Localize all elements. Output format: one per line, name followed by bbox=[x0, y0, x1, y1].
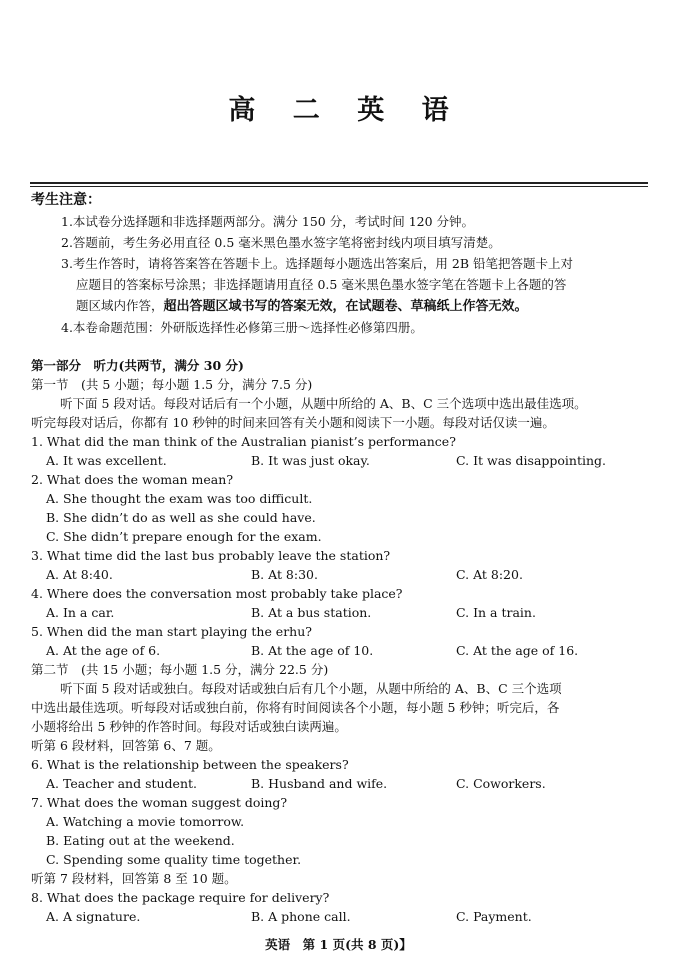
question: 7. What does the woman suggest doing? bbox=[31, 795, 288, 810]
option-b: B. It was just okay. bbox=[251, 453, 370, 468]
option-c: C. Payment. bbox=[456, 909, 532, 924]
question: 6. What is the relationship between the speakers? bbox=[31, 757, 349, 772]
option-a: A. A signature. bbox=[46, 909, 141, 924]
title-divider-thin bbox=[30, 186, 648, 187]
part-heading: 第一部分 听力(共两节，满分 30 分) bbox=[31, 358, 244, 373]
note-item-cont: 应题目的答案标号涂黑；非选择题请用直径 0.5 毫米黑色墨水签字笔在答题卡上各题的答 bbox=[76, 277, 567, 292]
instruction: 中选出最佳选项。听每段对话或独白前，你将有时间阅读各个小题，每小题 5 秒钟；听完后，各 bbox=[31, 700, 560, 715]
option-c: C. At the age of 16. bbox=[456, 643, 579, 658]
option-b: B. She didn’t do as well as she could have. bbox=[46, 510, 316, 525]
note-item: 3.考生作答时，请将答案答在答题卡上。选择题每小题选出答案后，用 2B 铅笔把答题卡上对 bbox=[61, 256, 574, 271]
option-a: A. At the age of 6. bbox=[46, 643, 161, 658]
material-note: 听第 6 段材料，回答第 6、7 题。 bbox=[31, 738, 221, 753]
options-row bbox=[31, 603, 653, 622]
option-a: A. In a car. bbox=[46, 605, 115, 620]
question: 3. What time did the last bus probably leave the station? bbox=[31, 548, 391, 563]
options-row bbox=[31, 641, 653, 660]
instruction: 听完每段对话后，你都有 10 秒钟的时间来回答有关小题和阅读下一小题。每段对话仅读一遍。 bbox=[31, 415, 555, 430]
question: 8. What does the package require for delivery? bbox=[31, 890, 330, 905]
page-footer: 英语 第 1 页(共 8 页)】 bbox=[265, 937, 412, 952]
title-divider bbox=[30, 182, 648, 184]
note-emphasis: 超出答题区域书写的答案无效，在试题卷、草稿纸上作答无效。 bbox=[163, 299, 528, 314]
option-c: C. Spending some quality time together. bbox=[46, 852, 302, 867]
section-heading: 第一节 (共 5 小题；每小题 1.5 分，满分 7.5 分) bbox=[31, 377, 313, 392]
material-note: 听第 7 段材料，回答第 8 至 10 题。 bbox=[31, 871, 237, 886]
options-row bbox=[31, 451, 653, 470]
note-item-cont-text: 题区域内作答， bbox=[76, 298, 164, 313]
question: 4. Where does the conversation most probably take place? bbox=[31, 586, 403, 601]
question: 1. What did the man think of the Australian pianist’s performance? bbox=[31, 434, 456, 449]
option-b: B. At the age of 10. bbox=[251, 643, 374, 658]
question: 5. When did the man start playing the erhu? bbox=[31, 624, 312, 639]
section-heading: 第二节 (共 15 小题；每小题 1.5 分，满分 22.5 分) bbox=[31, 662, 329, 677]
option-b: B. At 8:30. bbox=[251, 567, 318, 582]
page-title: 高 二 英 语 bbox=[228, 95, 463, 126]
option-a: A. Watching a movie tomorrow. bbox=[46, 814, 245, 829]
option-a: A. Teacher and student. bbox=[46, 776, 198, 791]
options-row bbox=[31, 565, 653, 584]
options-row bbox=[31, 774, 653, 793]
option-c: C. At 8:20. bbox=[456, 567, 523, 582]
note-item: 4.本卷命题范围：外研版选择性必修第三册～选择性必修第四册。 bbox=[61, 320, 423, 335]
option-b: B. A phone call. bbox=[251, 909, 351, 924]
question: 2. What does the woman mean? bbox=[31, 472, 234, 487]
option-c: C. In a train. bbox=[456, 605, 536, 620]
option-a: A. At 8:40. bbox=[46, 567, 113, 582]
instruction: 小题将给出 5 秒钟的作答时间。每段对话或独白读两遍。 bbox=[31, 719, 347, 734]
option-c: C. It was disappointing. bbox=[456, 453, 607, 468]
exam-notes bbox=[31, 189, 651, 338]
instruction: 听下面 5 段对话或独白。每段对话或独白后有几个小题，从题中所给的 A、B、C 三个选项 bbox=[60, 681, 562, 696]
note-item: 1.本试卷分选择题和非选择题两部分。满分 150 分，考试时间 120 分钟。 bbox=[61, 214, 475, 229]
note-item: 2.答题前，考生务必用直径 0.5 毫米黑色墨水签字笔将密封线内项目填写清楚。 bbox=[61, 235, 501, 250]
option-b: B. At a bus station. bbox=[251, 605, 372, 620]
option-b: B. Eating out at the weekend. bbox=[46, 833, 235, 848]
instruction: 听下面 5 段对话。每段对话后有一个小题，从题中所给的 A、B、C 三个选项中选出最佳选项。 bbox=[60, 396, 587, 411]
note-item-cont bbox=[31, 295, 651, 317]
option-c: C. Coworkers. bbox=[456, 776, 546, 791]
option-a: A. She thought the exam was too difficult. bbox=[46, 491, 313, 506]
notes-heading: 考生注意： bbox=[31, 192, 101, 208]
options-row bbox=[31, 907, 653, 926]
option-b: B. Husband and wife. bbox=[251, 776, 388, 791]
option-c: C. She didn’t prepare enough for the exam. bbox=[46, 529, 322, 544]
listening-part bbox=[31, 356, 653, 926]
option-a: A. It was excellent. bbox=[46, 453, 167, 468]
